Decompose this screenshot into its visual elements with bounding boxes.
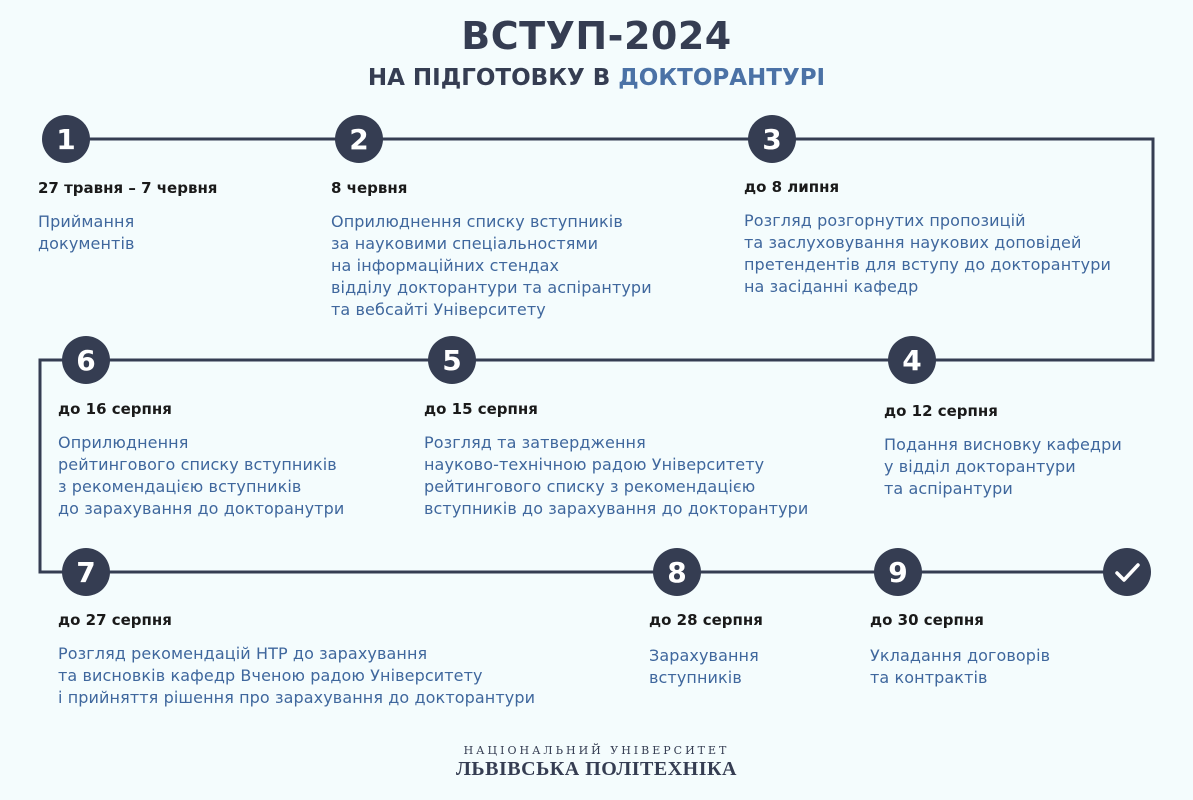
subtitle-accent: ДОКТОРАНТУРІ <box>618 65 826 91</box>
step-7-circle <box>62 548 110 596</box>
step-number: 9 <box>888 555 908 589</box>
step-3-description: Розгляд розгорнутих пропозицій та заслуховування наукових доповідей претендентів для вступу до докторантури на засіданні кафедр <box>744 211 1111 296</box>
step-6-circle <box>62 336 110 384</box>
step-8-description: Зарахування вступників <box>649 646 759 687</box>
checkmark-icon <box>1103 548 1151 596</box>
step-number: 8 <box>667 555 687 589</box>
checkmark-glyph <box>1112 557 1142 587</box>
step-9-description: Укладання договорів та контрактів <box>870 646 1051 687</box>
step-number: 3 <box>762 122 782 156</box>
step-7-description: Розгляд рекомендацій НТР до зарахування та висновків кафедр Вченою радою Університету і прийняття рішення про зарахування до докторантури <box>58 644 536 707</box>
step-5-description: Розгляд та затвердження науково-технічною радою Університету рейтингового списку з рекомендацією вступників до зарахування до докторантури <box>424 433 809 518</box>
step-3-circle <box>748 115 796 163</box>
page-title: ВСТУП-2024 <box>461 14 732 58</box>
step-9-circle <box>874 548 922 596</box>
step-number: 7 <box>76 555 96 589</box>
step-2-description: Оприлюднення списку вступників за науковими спеціальностями на інформаційних стендах відділу докторантури та аспірантури та вебсайті Університету <box>331 212 652 319</box>
step-2-circle <box>335 115 383 163</box>
step-4-date: до 12 серпня <box>884 402 998 420</box>
step-6-description: Оприлюднення рейтингового списку вступників з рекомендацією вступників до зарахування до докторанутри <box>58 433 345 518</box>
step-5-date: до 15 серпня <box>424 400 538 418</box>
step-4-description: Подання висновку кафедри у відділ докторантури та аспірантури <box>884 435 1122 498</box>
subtitle-prefix: НА ПІДГОТОВКУ В <box>367 65 611 91</box>
step-8-date: до 28 серпня <box>649 611 763 629</box>
step-number: 4 <box>902 343 922 377</box>
step-number: 5 <box>442 343 462 377</box>
step-8-circle <box>653 548 701 596</box>
step-number: 1 <box>56 122 76 156</box>
step-number: 2 <box>349 122 369 156</box>
step-4-circle <box>888 336 936 384</box>
step-6-date: до 16 серпня <box>58 400 172 418</box>
university-name: ЛЬВІВСЬКА ПОЛІТЕХНІКА <box>456 758 737 780</box>
step-number: 6 <box>76 343 96 377</box>
step-2-date: 8 червня <box>331 179 408 197</box>
step-1-date: 27 травня – 7 червня <box>38 179 218 197</box>
step-1-description: Приймання документів <box>38 212 135 253</box>
university-label: НАЦІОНАЛЬНИЙ УНІВЕРСИТЕТ <box>463 744 730 757</box>
step-5-circle <box>428 336 476 384</box>
step-3-date: до 8 липня <box>744 178 840 196</box>
step-9-date: до 30 серпня <box>870 611 984 629</box>
step-7-date: до 27 серпня <box>58 611 172 629</box>
step-1-circle <box>42 115 90 163</box>
